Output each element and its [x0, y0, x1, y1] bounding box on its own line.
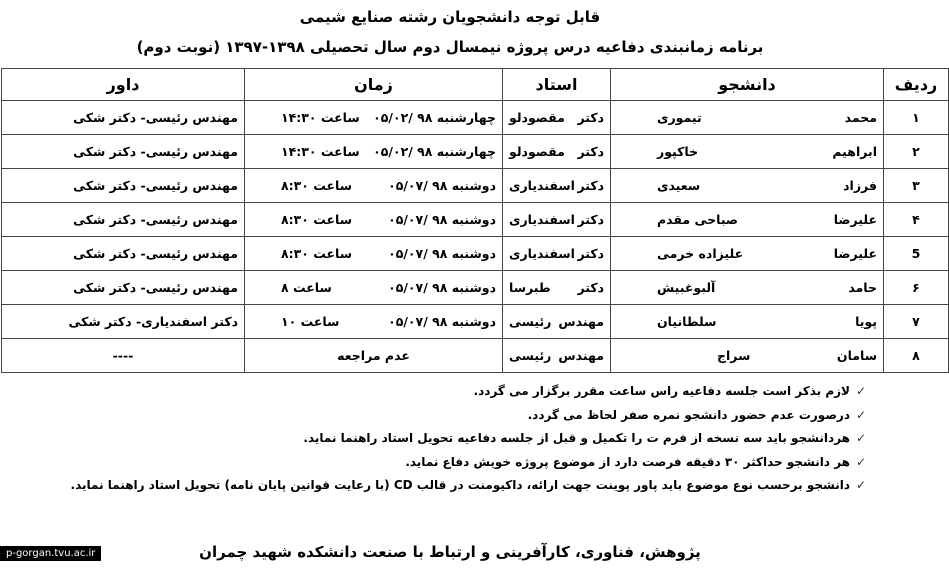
- check-icon: ✓: [855, 454, 867, 469]
- note-text: هر دانشجو حداکثر ۳۰ دقیقه فرصت دارد از موضوع پروژه خویش دفاع نماید.: [405, 454, 850, 469]
- student-name: [611, 271, 884, 305]
- professor-name: اسفندیاری: [509, 178, 575, 193]
- table-row-absent: [2, 339, 949, 373]
- student-first-name: پویا: [855, 314, 877, 329]
- defense-hour: ساعت ۸:۳۰: [281, 246, 352, 261]
- defense-hour: ساعت ۸:۳۰: [281, 178, 352, 193]
- note-item: [22, 380, 872, 404]
- row-number: ۴: [884, 203, 949, 237]
- time-cell: [245, 237, 503, 271]
- judge: ----: [2, 339, 245, 373]
- header-professor: استاد: [503, 69, 611, 101]
- absence-status: عدم مراجعه: [245, 339, 503, 373]
- professor: [503, 203, 611, 237]
- time-cell: [245, 135, 503, 169]
- row-number: ۳: [884, 169, 949, 203]
- professor: [503, 135, 611, 169]
- schedule-table: [1, 68, 949, 373]
- note-text: درصورت عدم حضور دانشجو نمره صفر لحاظ می گردد.: [527, 407, 850, 422]
- student-first-name: محمد: [844, 110, 877, 125]
- row-number: ۷: [884, 305, 949, 339]
- professor: [503, 305, 611, 339]
- student-first-name: سامان: [836, 348, 877, 363]
- time-cell: [245, 271, 503, 305]
- row-number: 5: [884, 237, 949, 271]
- page-subtitle: برنامه زمانبندی دفاعیه درس پروژه نیمسال دوم سال تحصیلی ۱۳۹۸-۱۳۹۷ (نوبت دوم): [136, 38, 764, 56]
- note-text: دانشجو برحسب نوع موضوع باید پاور پوینت جهت ارائه، داکیومنت در قالب CD (با رعایت قوانین پایان نامه) تحویل استاد راهنما نماید.: [70, 478, 850, 492]
- student-name: [611, 339, 884, 373]
- site-watermark: p-gorgan.tvu.ac.ir: [0, 546, 101, 561]
- professor-title: دکتر: [577, 178, 604, 193]
- professor-title: دکتر: [577, 144, 604, 159]
- student-last-name: سراج: [717, 348, 751, 363]
- time-cell: [245, 203, 503, 237]
- defense-date: دوشنبه ۹۸ /۰۵/۰۷: [388, 212, 496, 227]
- judge: مهندس رئیسی- دکتر شکی: [2, 135, 245, 169]
- note-item: [22, 427, 872, 451]
- header-row-number: ردیف: [884, 69, 949, 101]
- footer-text: پژوهش، فناوری، کارآفرینی و ارتباط با صنعت دانشکده شهید چمران: [199, 543, 701, 561]
- table-row: [2, 237, 949, 271]
- defense-date: چهارشنبه ۹۸ /۰۵/۰۲: [373, 110, 496, 125]
- note-item: [22, 404, 872, 428]
- student-last-name: صباحی مقدم: [657, 212, 738, 227]
- header-judge: داور: [2, 69, 245, 101]
- student-name: [611, 101, 884, 135]
- professor-name: طبرسا: [509, 280, 551, 295]
- defense-hour: ساعت ۸:۳۰: [281, 212, 352, 227]
- note-text: هردانشجو باید سه نسخه از فرم ت را تکمیل و قبل از جلسه دفاعیه تحویل استاد راهنما نماید.: [303, 431, 850, 445]
- row-number: ۶: [884, 271, 949, 305]
- row-number: ۸: [884, 339, 949, 373]
- judge: مهندس رئیسی- دکتر شکی: [2, 271, 245, 305]
- defense-hour: ساعت ۱۰: [281, 314, 340, 329]
- professor-name: رئیسی: [509, 314, 552, 329]
- professor-title: دکتر: [577, 280, 604, 295]
- student-first-name: علیرضا: [833, 246, 877, 261]
- defense-date: دوشنبه ۹۸ /۰۵/۰۷: [388, 280, 496, 295]
- student-last-name: تیموری: [657, 110, 702, 125]
- check-icon: ✓: [855, 407, 867, 422]
- student-first-name: فرزاد: [843, 178, 877, 193]
- judge: مهندس رئیسی- دکتر شکی: [2, 101, 245, 135]
- professor-name: اسفندیاری: [509, 212, 575, 227]
- student-last-name: آلبوغبیش: [657, 280, 716, 295]
- professor-name: مقصودلو: [509, 110, 565, 125]
- defense-date: دوشنبه ۹۸ /۰۵/۰۷: [388, 314, 496, 329]
- table-row: [2, 203, 949, 237]
- student-last-name: خاکپور: [657, 144, 699, 159]
- professor: [503, 237, 611, 271]
- table-row: [2, 169, 949, 203]
- defense-hour: ساعت ۸: [281, 280, 332, 295]
- defense-date: دوشنبه ۹۸ /۰۵/۰۷: [388, 246, 496, 261]
- student-name: [611, 305, 884, 339]
- student-first-name: ابراهیم: [832, 144, 877, 159]
- row-number: ۱: [884, 101, 949, 135]
- professor-title: دکتر: [577, 110, 604, 125]
- student-name: [611, 237, 884, 271]
- table-row: [2, 271, 949, 305]
- time-cell: [245, 305, 503, 339]
- time-cell: [245, 101, 503, 135]
- page-title: قابل توجه دانشجویان رشته صنایع شیمی: [299, 8, 601, 26]
- professor-name: رئیسی: [509, 348, 552, 363]
- professor-title: مهندس: [558, 314, 604, 329]
- time-cell: [245, 169, 503, 203]
- table-row: [2, 135, 949, 169]
- note-item: [22, 474, 872, 498]
- judge: مهندس رئیسی- دکتر شکی: [2, 203, 245, 237]
- header-student: دانشجو: [611, 69, 884, 101]
- professor: [503, 169, 611, 203]
- check-icon: ✓: [855, 478, 867, 492]
- student-name: [611, 203, 884, 237]
- professor-name: مقصودلو: [509, 144, 565, 159]
- professor-title: مهندس: [558, 348, 604, 363]
- defense-hour: ساعت ۱۴:۳۰: [281, 110, 360, 125]
- student-last-name: سعیدی: [657, 178, 701, 193]
- student-name: [611, 169, 884, 203]
- row-number: ۲: [884, 135, 949, 169]
- professor: [503, 339, 611, 373]
- defense-date: دوشنبه ۹۸ /۰۵/۰۷: [388, 178, 496, 193]
- judge: مهندس رئیسی- دکتر شکی: [2, 237, 245, 271]
- student-first-name: علیرضا: [833, 212, 877, 227]
- table-row: [2, 101, 949, 135]
- professor-title: دکتر: [577, 212, 604, 227]
- table-header-row: [2, 69, 949, 101]
- notes-list: [22, 380, 872, 498]
- professor-name: اسفندیاری: [509, 246, 575, 261]
- judge: دکتر اسفندیاری- دکتر شکی: [2, 305, 245, 339]
- table-row: [2, 305, 949, 339]
- professor: [503, 271, 611, 305]
- check-icon: ✓: [855, 431, 867, 445]
- note-text: لازم بذکر است جلسه دفاعیه راس ساعت مقرر برگزار می گردد.: [473, 384, 850, 398]
- defense-date: چهارشنبه ۹۸ /۰۵/۰۲: [373, 144, 496, 159]
- check-icon: ✓: [855, 384, 867, 398]
- professor: [503, 101, 611, 135]
- judge: مهندس رئیسی- دکتر شکی: [2, 169, 245, 203]
- student-first-name: حامد: [848, 280, 877, 295]
- defense-hour: ساعت ۱۴:۳۰: [281, 144, 360, 159]
- student-last-name: علیزاده خرمی: [657, 246, 744, 261]
- header-time: زمان: [245, 69, 503, 101]
- student-last-name: سلطانیان: [657, 314, 717, 329]
- professor-title: دکتر: [577, 246, 604, 261]
- student-name: [611, 135, 884, 169]
- note-item: [22, 451, 872, 475]
